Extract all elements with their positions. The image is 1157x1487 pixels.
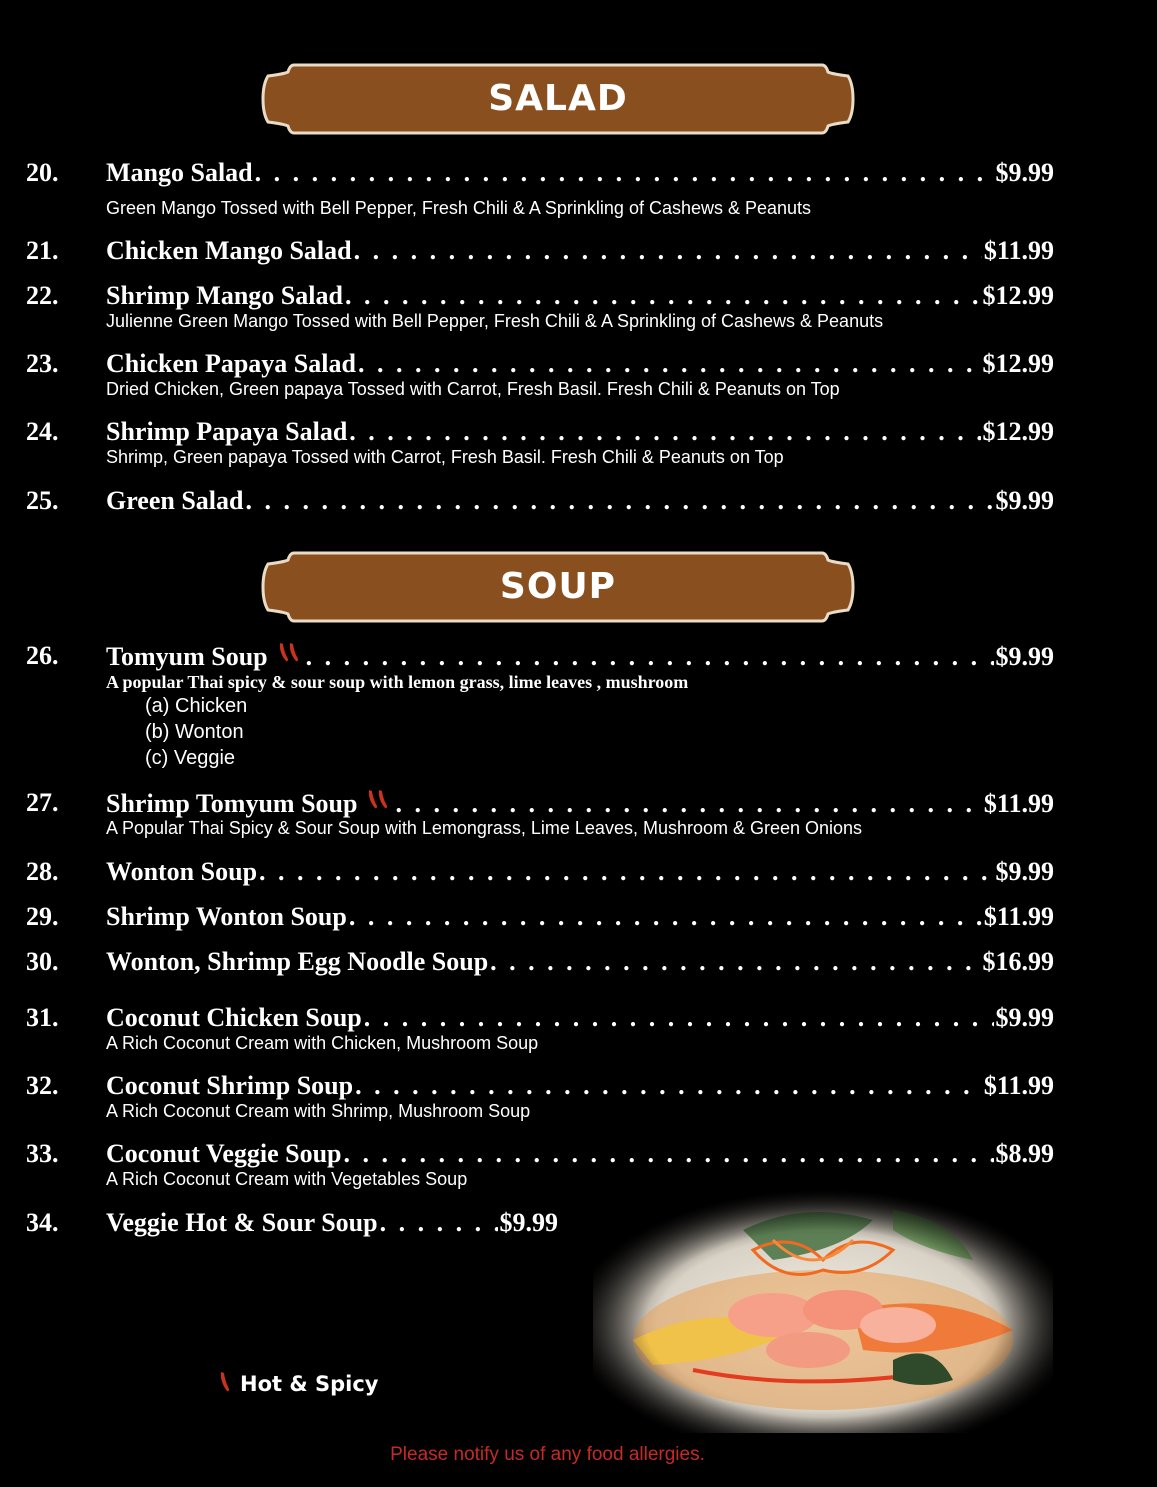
item-number: 24. [26,417,59,446]
item-number: 32. [26,1071,59,1100]
salad-heading: SALAD [488,78,628,119]
item-name: Chicken Mango Salad [106,236,352,265]
item-name: Wonton Soup [106,857,258,886]
item-description: Dried Chicken, Green papaya Tossed with Carrot, Fresh Basil. Fresh Chili & Peanuts on Top [106,379,840,399]
item-description: A popular Thai spicy & sour soup with lemon grass, lime leaves , mushroom [106,672,689,692]
chili-pepper-icon [365,788,393,812]
item-name: Shrimp Mango Salad [106,281,343,310]
item-number: 34. [26,1208,59,1237]
item-name: Shrimp Wonton Soup [106,902,347,931]
item-number: 22. [26,281,59,310]
item-name: Shrimp Papaya Salad [106,417,348,446]
item-price: $9.99 [995,486,1054,515]
dot-leader [490,947,980,977]
item-number: 29. [26,902,59,931]
item-price: $11.99 [983,1071,1054,1100]
item-price: $8.99 [995,1139,1054,1168]
item-name: Veggie Hot & Sour Soup [106,1208,378,1237]
item-price: $9.99 [499,1208,558,1237]
dot-leader [344,1139,994,1169]
item-price: $12.99 [982,417,1054,446]
item-description: Julienne Green Mango Tossed with Bell Pepper, Fresh Chili & A Sprinkling of Cashews & Peanuts [106,311,884,331]
item-price: $9.99 [995,642,1054,671]
soup-heading: SOUP [499,566,617,607]
item-number: 26. [26,641,59,670]
soup-banner [260,550,856,624]
item-price: $9.99 [995,1003,1054,1032]
item-price: $9.99 [995,158,1054,187]
item-number: 33. [26,1139,59,1168]
allergy-notice: Please notify us of any food allergies. [390,1444,705,1465]
dot-leader [395,789,981,819]
item-price: $9.99 [995,857,1054,886]
item-number: 30. [26,947,59,976]
item-name: Green Salad [106,486,244,515]
item-name: Coconut Veggie Soup [106,1139,342,1168]
item-number: 25. [26,486,59,515]
item-description: Shrimp, Green papaya Tossed with Carrot, Fresh Basil. Fresh Chili & Peanuts on Top [106,447,784,467]
item-number: 20. [26,158,59,187]
dot-leader [355,1071,982,1101]
item-number: 21. [26,236,59,265]
dot-leader [259,857,993,887]
item-name: Wonton, Shrimp Egg Noodle Soup [106,947,489,976]
option-wonton: (b) Wonton [145,721,244,743]
item-description: A Rich Coconut Cream with Chicken, Mushroom Soup [106,1033,539,1053]
item-name: Mango Salad [106,158,253,187]
item-price: $16.99 [982,947,1054,976]
item-price: $11.99 [983,789,1054,818]
item-price: $11.99 [983,902,1054,931]
item-description: A Rich Coconut Cream with Vegetables Soup [106,1169,468,1189]
legend-label: Hot & Spicy [240,1372,379,1396]
dot-leader [364,1003,994,1033]
shrimp-salad-photo [593,1190,1053,1433]
chili-pepper-icon [218,1370,232,1394]
item-name: Coconut Shrimp Soup [106,1071,354,1100]
item-name: Chicken Papaya Salad [106,349,356,378]
dot-leader [380,1208,498,1238]
item-price: $12.99 [982,349,1054,378]
item-name: Tomyum Soup [106,642,268,671]
salad-banner [260,62,856,136]
dot-leader [306,642,994,672]
option-chicken: (a) Chicken [145,695,248,717]
dot-leader [245,486,993,516]
dot-leader [349,902,982,932]
dot-leader [255,158,994,188]
spicy-legend [218,1370,378,1396]
item-number: 27. [26,788,59,817]
dot-leader [349,417,980,447]
item-price: $12.99 [982,281,1054,310]
dot-leader [358,349,981,379]
item-price: $11.99 [983,236,1054,265]
item-description: Green Mango Tossed with Bell Pepper, Fresh Chili & A Sprinkling of Cashews & Peanuts [106,198,812,218]
item-number: 23. [26,349,59,378]
chili-pepper-icon [276,641,304,665]
item-description: A Popular Thai Spicy & Sour Soup with Lemongrass, Lime Leaves, Mushroom & Green Onions [106,818,863,838]
item-name: Coconut Chicken Soup [106,1003,362,1032]
dot-leader [354,236,982,266]
item-name: Shrimp Tomyum Soup [106,789,358,818]
item-description: A Rich Coconut Cream with Shrimp, Mushroom Soup [106,1101,531,1121]
option-veggie: (c) Veggie [145,747,236,769]
dot-leader [345,281,981,311]
item-number: 31. [26,1003,59,1032]
item-number: 28. [26,857,59,886]
